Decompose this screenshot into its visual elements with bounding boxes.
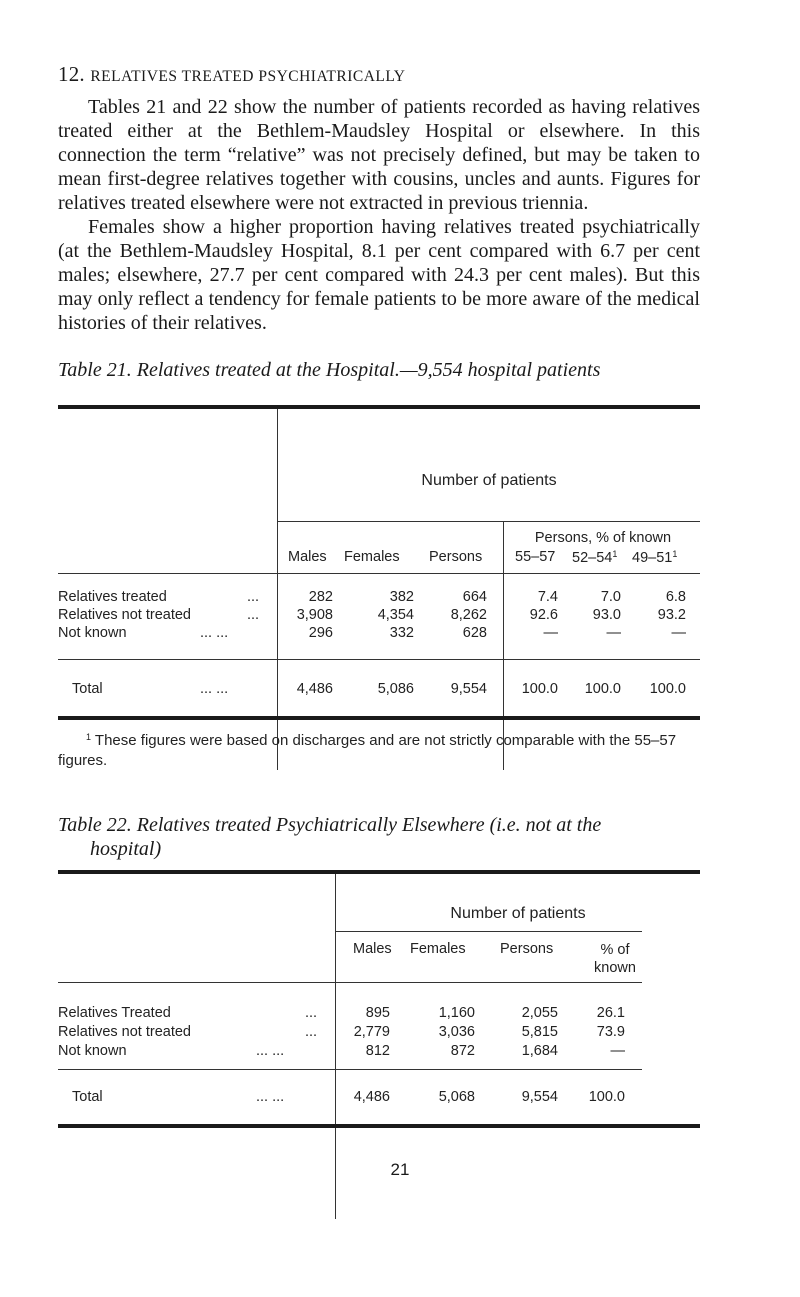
table22-group-header: Number of patients <box>450 905 586 922</box>
row-label: Relatives Treated <box>58 1005 171 1021</box>
section-heading <box>58 62 406 87</box>
row-label: Not known <box>58 1043 127 1059</box>
table21-col-52-54: $52-54^1$ <box>572 549 618 566</box>
total-label: Total <box>72 681 103 697</box>
table22-top-rule <box>58 870 700 874</box>
table21-caption: Table 21. Relatives treated at the Hospital.—9,554 hospital patients <box>58 359 601 381</box>
table21-col-persons: Persons <box>429 549 483 565</box>
table22-col-females: Females <box>410 941 466 957</box>
page-number: 21 <box>390 1160 410 1179</box>
table21-group-header: Number of patients <box>421 472 557 489</box>
paragraph-2: Females show a higher proportion having relatives treated psychiatrically (at the Bethlem-Maudsley Hospital, 8.1 per cent compared with 6.7 per cent males; elsewhere, 27.7 per cent compared with 24.3 per cent males). But this may only reflect a tendency for female patients to be more aware of the medical histories of their relatives. <box>58 216 700 334</box>
total-label: Total <box>72 1089 103 1105</box>
row-label: Relatives treated <box>58 589 167 605</box>
table22-col-males: Males <box>353 941 392 957</box>
table21-col-55-57: 55–57 <box>515 549 556 565</box>
table21-pct-header: Persons, % of known <box>534 530 672 546</box>
table21-bottom-rule <box>58 716 700 720</box>
table22-col-pct: % of known <box>594 942 636 976</box>
paragraph-1: Tables 21 and 22 show the number of patients recorded as having relatives treated either at the Bethlem-Maudsley Hospital or elsewhere. In this connection the term “relative” was not precisely defined, but may be taken to mean first-degree relatives together with cousins, uncles and aunts. Figures for relatives treated elsewhere were not extracted in previous triennia. <box>58 96 700 214</box>
footnote: $^1$ These figures were based on discharges and are not strictly comparable with the 55–57 figures. <box>58 732 677 769</box>
table21-top-rule <box>58 405 700 409</box>
row-label: Relatives not treated <box>58 607 191 623</box>
table22-caption: Table 22. Relatives treated Psychiatrically Elsewhere (i.e. not at the hospital) <box>58 814 602 860</box>
section-number: 12. <box>58 62 85 86</box>
table22-bottom-rule <box>58 1124 700 1128</box>
table21-col-males: Males <box>288 549 327 565</box>
table21-col-49-51: $49-51^1$ <box>632 549 678 566</box>
row-label: Relatives not treated <box>58 1024 191 1040</box>
table22-col-persons: Persons <box>500 941 554 957</box>
section-title: RELATIVES TREATED PSYCHIATRICALLY <box>90 68 406 85</box>
table21-col-females: Females <box>344 549 400 565</box>
row-label: Not known <box>58 625 127 641</box>
